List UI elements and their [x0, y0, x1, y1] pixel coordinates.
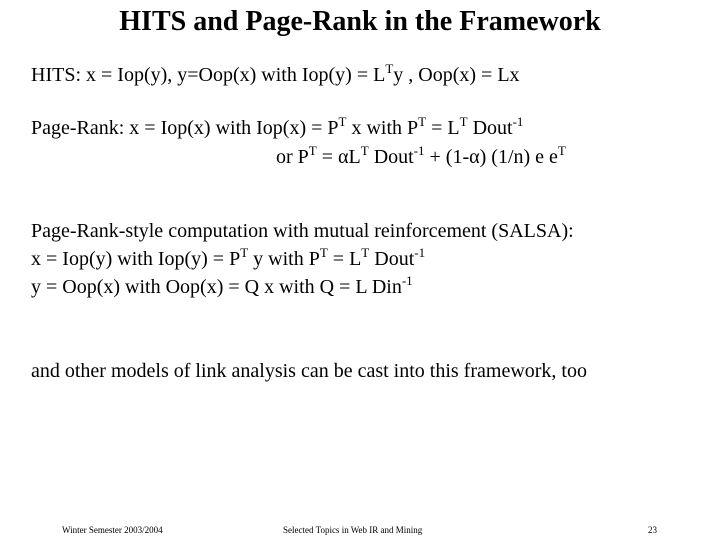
salsa-text: y = Oop(x) with Oop(x) = Q x with Q = L Din — [31, 276, 402, 298]
superscript: T — [459, 114, 468, 129]
superscript: T — [360, 143, 369, 158]
page-number: 23 — [648, 525, 657, 535]
salsa-text: y with P — [248, 248, 320, 270]
hits-text: HITS: x = Iop(y), y=Oop(x) with Iop(y) = L — [31, 64, 386, 86]
pagerank-text: + (1- — [424, 146, 470, 168]
alpha-symbol: α — [338, 146, 349, 168]
pagerank-text: x with P — [346, 117, 419, 139]
pagerank-text: L — [348, 146, 361, 168]
hits-text-rest: y , Oop(x) = Lx — [393, 64, 520, 86]
pagerank-line-1 — [31, 115, 523, 141]
closing-line: and other models of link analysis can be cast into this framework, too — [31, 360, 587, 382]
pagerank-text: Dout — [467, 117, 513, 139]
superscript: -1 — [512, 114, 524, 129]
superscript: T — [338, 114, 347, 129]
superscript: T — [240, 245, 249, 260]
salsa-text: x = Iop(y) with Iop(y) = P — [31, 248, 241, 270]
pagerank-text: Page-Rank: x = Iop(x) with Iop(x) = P — [31, 117, 339, 139]
superscript: T — [319, 245, 328, 260]
superscript: T — [418, 114, 427, 129]
slide-title: HITS and Page-Rank in the Framework — [119, 6, 601, 37]
salsa-y-line — [31, 274, 413, 300]
superscript: -1 — [413, 143, 425, 158]
superscript: T — [361, 245, 370, 260]
hits-line — [31, 62, 520, 88]
footer-center: Selected Topics in Web IR and Mining — [283, 525, 423, 535]
salsa-text: = L — [327, 248, 362, 270]
pagerank-text: ) (1/n) e e — [479, 146, 558, 168]
footer-left: Winter Semester 2003/2004 — [62, 525, 163, 535]
superscript: T — [557, 143, 566, 158]
superscript: T — [385, 61, 394, 76]
pagerank-text: = L — [426, 117, 460, 139]
alpha-symbol: α — [469, 146, 480, 168]
pagerank-line-2 — [276, 144, 566, 170]
salsa-intro: Page-Rank-style computation with mutual reinforcement (SALSA): — [31, 220, 574, 242]
salsa-text: Dout — [369, 248, 415, 270]
pagerank-text: Dout — [368, 146, 414, 168]
pagerank-text: = — [316, 146, 339, 168]
superscript: -1 — [401, 273, 413, 288]
superscript: T — [308, 143, 317, 158]
salsa-x-line — [31, 246, 425, 272]
superscript: -1 — [414, 245, 426, 260]
pagerank-text: or P — [276, 146, 309, 168]
